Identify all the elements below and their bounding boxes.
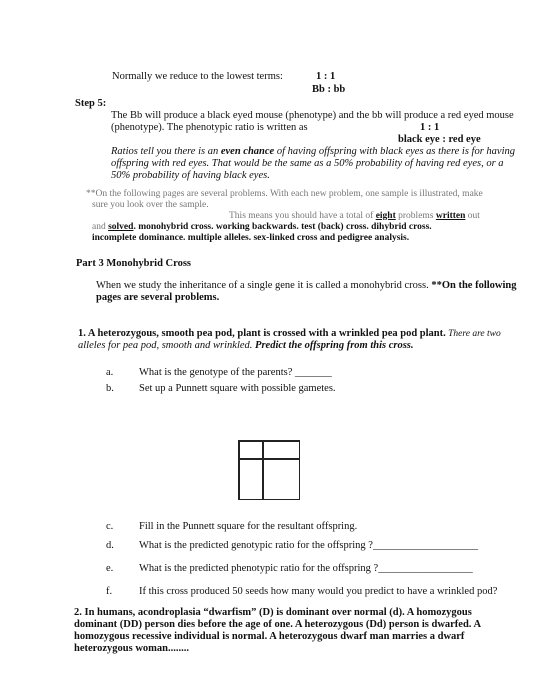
part3-line2: pages are several problems. (96, 292, 220, 303)
problem2-line2: dominant (DD) person dies before the age of one. A heterozygous (Dd) person is dwarfed. A (74, 619, 482, 630)
step5-line2: (phenotype). The phenotypic ratio is written as (111, 122, 308, 133)
step5-italic-line1: Ratios tell you there is an even chance of having offspring with black eyes as there is for having (111, 146, 516, 157)
note-line5: incomplete dominance. multiple alleles. sex-linked cross and pedigree analysis. (92, 233, 410, 243)
problem2-line1: 2. In humans, acondroplasia “dwarfism” (D) is dominant over normal (d). A homozygous (74, 607, 472, 618)
note-line3: This means you should have a total of eight problems written out (229, 211, 480, 221)
problem2-line3: homozygous recessive individual is normal. A heterozygous dwarf man marries a dwarf (74, 631, 465, 642)
ratio-genotypes: Bb : bb (312, 84, 346, 95)
punnett-bottom-line (238, 499, 300, 501)
problem1-line2: alleles for pea pod, smooth and wrinkled. Predict the offspring from this cross. (78, 340, 414, 351)
q-b-label: b. (106, 383, 114, 394)
q-e-label: e. (106, 563, 114, 574)
step5-italic-line3: 50% probability of having black eyes. (111, 170, 270, 181)
note-line1: **On the following pages are several problems. With each new problem, one sample is illustrated, make (86, 189, 483, 199)
q-d-text: What is the predicted genotypic ratio for the offspring ?____________________ (139, 540, 478, 551)
problem1-line1: 1. A heterozygous, smooth pea pod, plant is crossed with a wrinkled pea pod plant. There are two (78, 328, 501, 339)
q-d-label: d. (106, 540, 114, 551)
reduce-text: Normally we reduce to the lowest terms: (112, 71, 283, 82)
q-e-text: What is the predicted phenotypic ratio for the offspring ?__________________ (139, 563, 473, 574)
punnett-top-line (238, 440, 300, 442)
note-line4: and solved. monohybrid cross. working backwards. test (back) cross. dihybrid cross. (92, 222, 432, 232)
step5-heading: Step 5: (75, 98, 107, 109)
step5-line1: The Bb will produce a black eyed mouse (phenotype) and the bb will produce a red eyed mouse (111, 110, 514, 121)
punnett-right-line (299, 440, 301, 500)
step5-ratio-phenotypes: black eye : red eye (398, 134, 481, 145)
ratio-numbers: 1 : 1 (316, 71, 336, 82)
punnett-square (238, 440, 300, 500)
q-c-label: c. (106, 521, 114, 532)
q-f-label: f. (106, 586, 113, 597)
note-line2: sure you look over the sample. (92, 200, 209, 210)
step5-italic-line2: offspring with red eyes. That would be the same as a 50% probability of having red eyes, or a (111, 158, 504, 169)
punnett-left-line (238, 440, 240, 500)
punnett-vertical-divider (262, 440, 264, 500)
q-b-text: Set up a Punnett square with possible gametes. (139, 383, 336, 394)
q-f-text: If this cross produced 50 seeds how many would you predict to have a wrinkled pod? (139, 586, 498, 597)
step5-ratio-numbers: 1 : 1 (420, 122, 440, 133)
problem2-line4: heterozygous woman........ (74, 643, 190, 654)
q-a-label: a. (106, 367, 114, 378)
q-c-text: Fill in the Punnett square for the resultant offspring. (139, 521, 358, 532)
punnett-horizontal-divider (238, 458, 300, 460)
part3-heading: Part 3 Monohybrid Cross (76, 258, 192, 269)
q-a-text: What is the genotype of the parents? _______ (139, 367, 332, 378)
part3-line1: When we study the inheritance of a single gene it is called a monohybrid cross. **On the following (96, 280, 517, 291)
